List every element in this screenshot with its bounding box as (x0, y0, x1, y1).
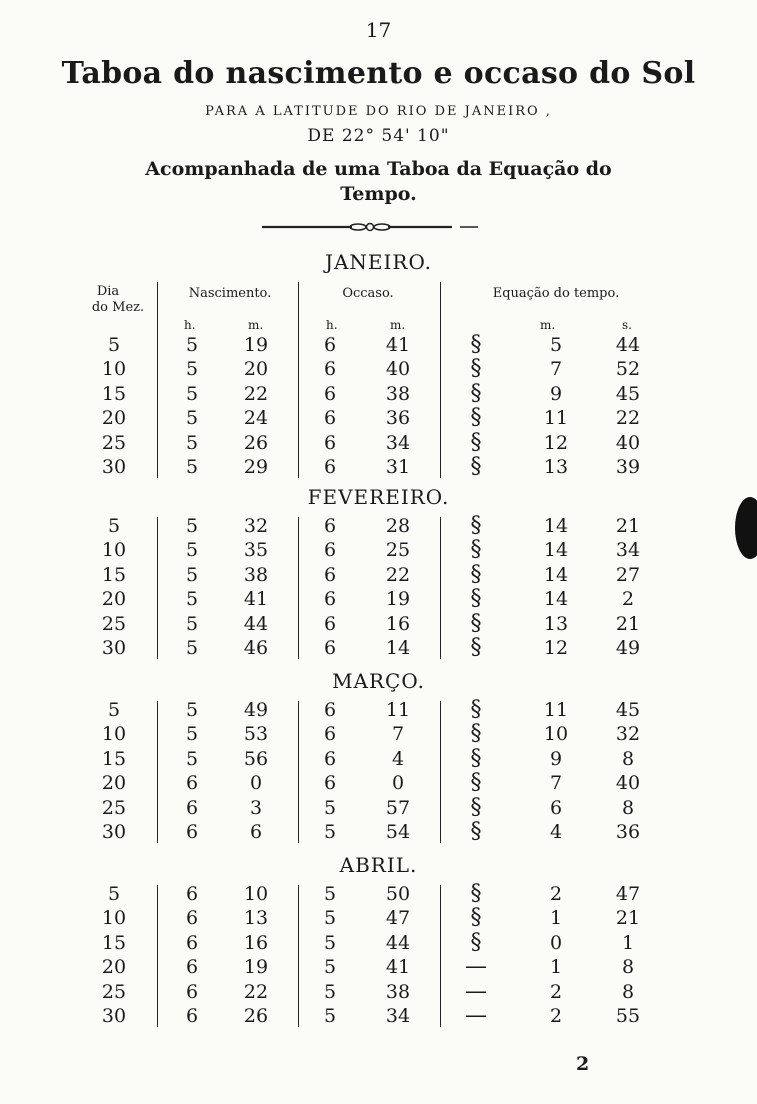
unit-minutes-set: m. (390, 318, 406, 332)
cell-day: 25 (101, 796, 127, 819)
cell-rise-minute: 22 (243, 980, 269, 1003)
cell-set-minute: 11 (385, 699, 411, 721)
cell-set-minute: 34 (385, 431, 411, 454)
cell-sign: § (470, 905, 482, 931)
cell-eq-minute: 2 (549, 883, 563, 905)
cell-eq-second: 2 (621, 588, 635, 611)
column-rule (298, 282, 299, 478)
header-occaso: Occaso. (342, 286, 394, 301)
cell-eq-second: 40 (615, 772, 641, 795)
cell-day: 5 (107, 515, 121, 537)
cell-set-hour: 6 (323, 431, 337, 454)
column-rule (157, 517, 158, 659)
cell-day: 20 (101, 407, 127, 430)
column-rule (157, 885, 158, 1027)
cell-rise-hour: 5 (185, 456, 199, 478)
cell-rise-hour: 5 (185, 747, 199, 770)
cell-set-hour: 5 (323, 796, 337, 819)
cell-rise-minute: 26 (243, 1005, 269, 1027)
header-dia: Dia (96, 284, 120, 299)
cell-sign: — (465, 1003, 487, 1028)
cell-rise-hour: 5 (185, 563, 199, 586)
cell-eq-minute: 2 (549, 1005, 563, 1027)
cell-eq-minute: 0 (549, 931, 563, 954)
cell-set-minute: 16 (385, 612, 411, 635)
cell-set-hour: 6 (323, 612, 337, 635)
cell-set-minute: 22 (385, 563, 411, 586)
unit-seconds-equation: s. (622, 318, 632, 332)
month-heading: FEVEREIRO. (307, 485, 450, 509)
cell-set-hour: 6 (323, 588, 337, 611)
cell-eq-minute: 11 (543, 699, 569, 721)
cell-day: 20 (101, 772, 127, 795)
cell-eq-second: 21 (615, 907, 641, 930)
month-heading: JANEIRO. (324, 250, 433, 274)
unit-hours-rise: h. (184, 318, 196, 332)
cell-eq-minute: 14 (543, 588, 569, 611)
cell-sign: § (470, 332, 482, 357)
cell-sign: § (470, 356, 482, 382)
cell-eq-second: 49 (615, 637, 641, 659)
cell-rise-hour: 5 (185, 407, 199, 430)
column-rule (157, 282, 158, 478)
cell-sign: § (470, 513, 482, 538)
cell-rise-hour: 5 (185, 588, 199, 611)
cell-eq-minute: 4 (549, 821, 563, 843)
cell-set-hour: 6 (323, 539, 337, 562)
cell-rise-hour: 5 (185, 431, 199, 454)
cell-day: 15 (101, 563, 127, 586)
cell-eq-second: 8 (621, 747, 635, 770)
cell-set-minute: 19 (385, 588, 411, 611)
cell-eq-minute: 5 (549, 334, 563, 356)
cell-day: 20 (101, 588, 127, 611)
cell-sign: § (470, 635, 482, 660)
column-rule (440, 517, 441, 659)
cell-sign: § (470, 881, 482, 906)
ink-stain (735, 497, 757, 559)
cell-set-minute: 57 (385, 796, 411, 819)
cell-sign: — (465, 954, 487, 980)
cell-set-hour: 6 (323, 515, 337, 537)
cell-set-minute: 41 (385, 956, 411, 979)
cell-sign: § (470, 405, 482, 431)
cell-eq-minute: 12 (543, 431, 569, 454)
cell-eq-second: 45 (615, 382, 641, 405)
cell-eq-minute: 11 (543, 407, 569, 430)
cell-rise-hour: 6 (185, 883, 199, 905)
cell-sign: § (470, 380, 482, 406)
cell-eq-minute: 9 (549, 382, 563, 405)
month-heading: ABRIL. (339, 853, 418, 877)
cell-day: 15 (101, 931, 127, 954)
cell-set-minute: 28 (385, 515, 411, 537)
ornament-divider (262, 220, 478, 234)
cell-set-minute: 25 (385, 539, 411, 562)
header-equacao: Equação do tempo. (492, 286, 620, 301)
cell-day: 30 (101, 821, 127, 843)
header-do-mez: do Mez. (91, 300, 145, 315)
cell-set-minute: 44 (385, 931, 411, 954)
cell-rise-minute: 22 (243, 382, 269, 405)
cell-set-hour: 5 (323, 883, 337, 905)
cell-rise-minute: 20 (243, 358, 269, 381)
cell-eq-second: 52 (615, 358, 641, 381)
cell-eq-minute: 6 (549, 796, 563, 819)
month-heading: MARÇO. (332, 669, 425, 693)
cell-sign: § (470, 697, 482, 722)
cell-set-minute: 7 (391, 723, 405, 746)
column-rule (157, 701, 158, 843)
cell-sign: § (470, 429, 482, 455)
cell-day: 30 (101, 456, 127, 478)
cell-eq-second: 8 (621, 796, 635, 819)
cell-sign: § (470, 610, 482, 636)
cell-set-hour: 6 (323, 723, 337, 746)
cell-eq-second: 45 (615, 699, 641, 721)
page-number: 17 (365, 18, 392, 42)
cell-rise-hour: 5 (185, 515, 199, 537)
cell-rise-hour: 5 (185, 723, 199, 746)
cell-rise-hour: 5 (185, 539, 199, 562)
cell-day: 10 (101, 358, 127, 381)
cell-set-hour: 5 (323, 956, 337, 979)
cell-rise-hour: 6 (185, 1005, 199, 1027)
cell-sign: § (470, 794, 482, 820)
page-title: Taboa do nascimento e occaso do Sol (61, 56, 696, 91)
cell-day: 5 (107, 699, 121, 721)
cell-set-hour: 6 (323, 358, 337, 381)
cell-day: 10 (101, 723, 127, 746)
cell-rise-minute: 49 (243, 699, 269, 721)
cell-sign: § (470, 721, 482, 747)
cell-day: 30 (101, 637, 127, 659)
cell-set-hour: 6 (323, 456, 337, 478)
cell-rise-minute: 10 (243, 883, 269, 905)
cell-day: 10 (101, 907, 127, 930)
cell-set-minute: 14 (385, 637, 411, 659)
cell-set-minute: 50 (385, 883, 411, 905)
cell-eq-minute: 14 (543, 563, 569, 586)
cell-day: 10 (101, 539, 127, 562)
cell-sign: § (470, 770, 482, 796)
cell-rise-minute: 46 (243, 637, 269, 659)
cell-day: 25 (101, 431, 127, 454)
subtitle-latitude: PARA A LATITUDE DO RIO DE JANEIRO , (205, 104, 552, 119)
cell-set-minute: 54 (385, 821, 411, 843)
cell-rise-hour: 5 (185, 699, 199, 721)
cell-rise-minute: 41 (243, 588, 269, 611)
cell-day: 15 (101, 382, 127, 405)
cell-eq-second: 21 (615, 515, 641, 537)
cell-eq-minute: 12 (543, 637, 569, 659)
cell-eq-second: 27 (615, 563, 641, 586)
column-rule (440, 885, 441, 1027)
cell-set-hour: 6 (323, 772, 337, 795)
cell-set-hour: 5 (323, 907, 337, 930)
cell-eq-second: 22 (615, 407, 641, 430)
cell-set-minute: 34 (385, 1005, 411, 1027)
cell-rise-hour: 5 (185, 358, 199, 381)
cell-eq-second: 32 (615, 723, 641, 746)
cell-eq-minute: 2 (549, 980, 563, 1003)
column-rule (298, 701, 299, 843)
cell-eq-minute: 9 (549, 747, 563, 770)
cell-rise-hour: 5 (185, 334, 199, 356)
cell-set-minute: 38 (385, 382, 411, 405)
unit-minutes-rise: m. (248, 318, 264, 332)
cell-day: 5 (107, 883, 121, 905)
cell-set-minute: 38 (385, 980, 411, 1003)
cell-sign: § (470, 537, 482, 563)
cell-eq-minute: 13 (543, 612, 569, 635)
unit-hours-set: h. (326, 318, 338, 332)
subtitle-coordinates: DE 22° 54' 10" (307, 126, 450, 146)
cell-eq-second: 39 (615, 456, 641, 478)
cell-rise-minute: 6 (249, 821, 263, 843)
cell-set-hour: 5 (323, 821, 337, 843)
cell-set-hour: 6 (323, 563, 337, 586)
cell-set-hour: 5 (323, 931, 337, 954)
cell-rise-hour: 6 (185, 956, 199, 979)
cell-eq-minute: 14 (543, 539, 569, 562)
cell-rise-minute: 38 (243, 563, 269, 586)
cell-set-hour: 5 (323, 980, 337, 1003)
column-rule (440, 282, 441, 478)
cell-rise-minute: 44 (243, 612, 269, 635)
cell-eq-minute: 1 (549, 907, 563, 930)
cell-rise-hour: 5 (185, 612, 199, 635)
signature-mark: 2 (576, 1053, 590, 1075)
cell-rise-hour: 6 (185, 931, 199, 954)
cell-rise-minute: 13 (243, 907, 269, 930)
cell-eq-minute: 7 (549, 772, 563, 795)
cell-set-minute: 36 (385, 407, 411, 430)
cell-eq-minute: 14 (543, 515, 569, 537)
cell-day: 25 (101, 612, 127, 635)
cell-sign: § (470, 929, 482, 955)
cell-rise-minute: 26 (243, 431, 269, 454)
header-nascimento: Nascimento. (188, 286, 272, 301)
cell-set-minute: 4 (391, 747, 405, 770)
cell-eq-minute: 10 (543, 723, 569, 746)
cell-set-minute: 31 (385, 456, 411, 478)
cell-rise-minute: 16 (243, 931, 269, 954)
cell-set-hour: 6 (323, 699, 337, 721)
cell-sign: § (470, 561, 482, 587)
cell-sign: § (470, 745, 482, 771)
subtitle-companion-table-cont: Tempo. (340, 183, 417, 205)
cell-eq-second: 1 (621, 931, 635, 954)
cell-sign: § (470, 586, 482, 612)
cell-rise-hour: 6 (185, 907, 199, 930)
cell-day: 30 (101, 1005, 127, 1027)
cell-rise-minute: 24 (243, 407, 269, 430)
cell-rise-minute: 29 (243, 456, 269, 478)
column-rule (298, 885, 299, 1027)
cell-set-hour: 6 (323, 747, 337, 770)
cell-set-hour: 6 (323, 637, 337, 659)
cell-eq-second: 55 (615, 1005, 641, 1027)
cell-set-hour: 6 (323, 407, 337, 430)
cell-set-hour: 6 (323, 382, 337, 405)
cell-eq-second: 8 (621, 956, 635, 979)
cell-sign: — (465, 978, 487, 1004)
cell-rise-hour: 5 (185, 637, 199, 659)
cell-set-minute: 41 (385, 334, 411, 356)
cell-rise-hour: 6 (185, 772, 199, 795)
unit-minutes-equation: m. (540, 318, 556, 332)
cell-eq-second: 21 (615, 612, 641, 635)
cell-sign: § (470, 819, 482, 844)
cell-rise-hour: 6 (185, 980, 199, 1003)
cell-rise-minute: 56 (243, 747, 269, 770)
cell-set-minute: 47 (385, 907, 411, 930)
cell-eq-second: 40 (615, 431, 641, 454)
cell-rise-hour: 6 (185, 821, 199, 843)
cell-rise-minute: 19 (243, 956, 269, 979)
cell-eq-minute: 13 (543, 456, 569, 478)
subtitle-companion-table: Acompanhada de uma Taboa da Equação do (145, 158, 612, 180)
cell-rise-minute: 3 (249, 796, 263, 819)
cell-rise-hour: 5 (185, 382, 199, 405)
cell-set-minute: 0 (391, 772, 405, 795)
cell-eq-minute: 1 (549, 956, 563, 979)
cell-eq-second: 44 (615, 334, 641, 356)
cell-rise-minute: 0 (249, 772, 263, 795)
column-rule (298, 517, 299, 659)
cell-rise-minute: 19 (243, 334, 269, 356)
cell-eq-minute: 7 (549, 358, 563, 381)
cell-set-hour: 6 (323, 334, 337, 356)
cell-sign: § (470, 454, 482, 479)
cell-rise-minute: 53 (243, 723, 269, 746)
cell-day: 25 (101, 980, 127, 1003)
cell-eq-second: 8 (621, 980, 635, 1003)
cell-set-minute: 40 (385, 358, 411, 381)
cell-rise-hour: 6 (185, 796, 199, 819)
column-rule (440, 701, 441, 843)
cell-eq-second: 47 (615, 883, 641, 905)
cell-eq-second: 36 (615, 821, 641, 843)
cell-day: 15 (101, 747, 127, 770)
cell-day: 20 (101, 956, 127, 979)
cell-eq-second: 34 (615, 539, 641, 562)
cell-set-hour: 5 (323, 1005, 337, 1027)
cell-day: 5 (107, 334, 121, 356)
cell-rise-minute: 32 (243, 515, 269, 537)
cell-rise-minute: 35 (243, 539, 269, 562)
